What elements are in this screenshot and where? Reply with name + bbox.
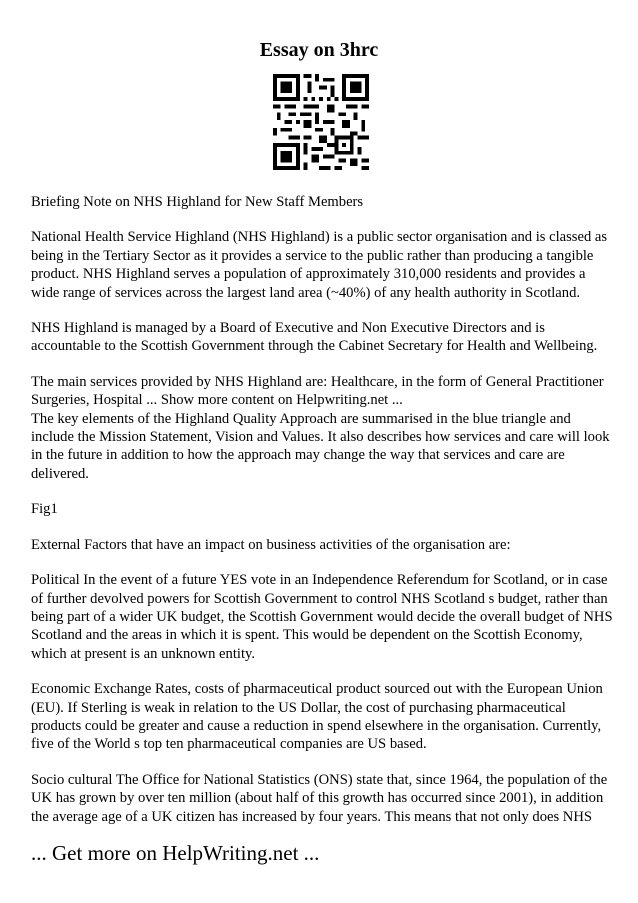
- paragraph: Socio cultural The Office for National Statistics (ONS) state that, since 1964, the population of the UK has grown by over ten million (about half of this growth has occurred since 2001), in addition the average age of a UK citizen has increased by four years. This means that not only does NHS: [31, 771, 608, 825]
- paragraph: The key elements of the Highland Quality Approach are summarised in the blue triangle and include the Mission Statement, Vision and Values. It also describes how services and care will look in the future in addition to how the approach may change the way that services and care are delivered.: [31, 410, 610, 482]
- paragraph: Political In the event of a future YES vote in an Independence Referendum for Scotland, or in case of further devolved powers for Scottish Government to control NHS Scotland s budget, rather than being part of a wider UK budget, the Scottish Government would decide the overall budget of NHS Scotland and the areas in which it is spent. This would be dependent on the Scottish Economy, which at present is an unknown entity.: [31, 572, 613, 662]
- get-more-link[interactable]: ... Get more on HelpWriting.net ...: [31, 841, 320, 865]
- paragraph: The main services provided by NHS Highland are: Healthcare, in the form of General Practitioner Surgeries, Hospital ... Show more content on Helpwriting.net ...: [31, 373, 604, 409]
- document-title: Essay on 3hrc: [259, 39, 379, 61]
- figure-label: Fig1: [31, 501, 58, 518]
- document-body: [31, 193, 615, 843]
- paragraph: External Factors that have an impact on business activities of the organisation are:: [31, 536, 511, 553]
- paragraph: NHS Highland is managed by a Board of Executive and Non Executive Directors and is accountable to the Scottish Government through the Cabinet Secretary for Health and Wellbeing.: [31, 320, 598, 355]
- qr-code-icon: [273, 74, 369, 170]
- paragraph-heading: Briefing Note on NHS Highland for New Staff Members: [31, 194, 364, 210]
- paragraph: National Health Service Highland (NHS Highland) is a public sector organisation and is classed as being in the Tertiary Sector as it provides a service to the public rather than producing a tangible product. NHS Highland serves a population of approximately 310,000 residents and provides a wide range of services across the largest land area (~40%) of any health authority in Scotland.: [31, 229, 608, 301]
- paragraph: Economic Exchange Rates, costs of pharmaceutical product sourced out with the European Union (EU). If Sterling is weak in relation to the US Dollar, the cost of purchasing pharmaceutical products could be greater and cause a reduction in spend elsewhere in the organisation. Currently, five of the World s top ten pharmaceutical companies are US based.: [31, 681, 603, 753]
